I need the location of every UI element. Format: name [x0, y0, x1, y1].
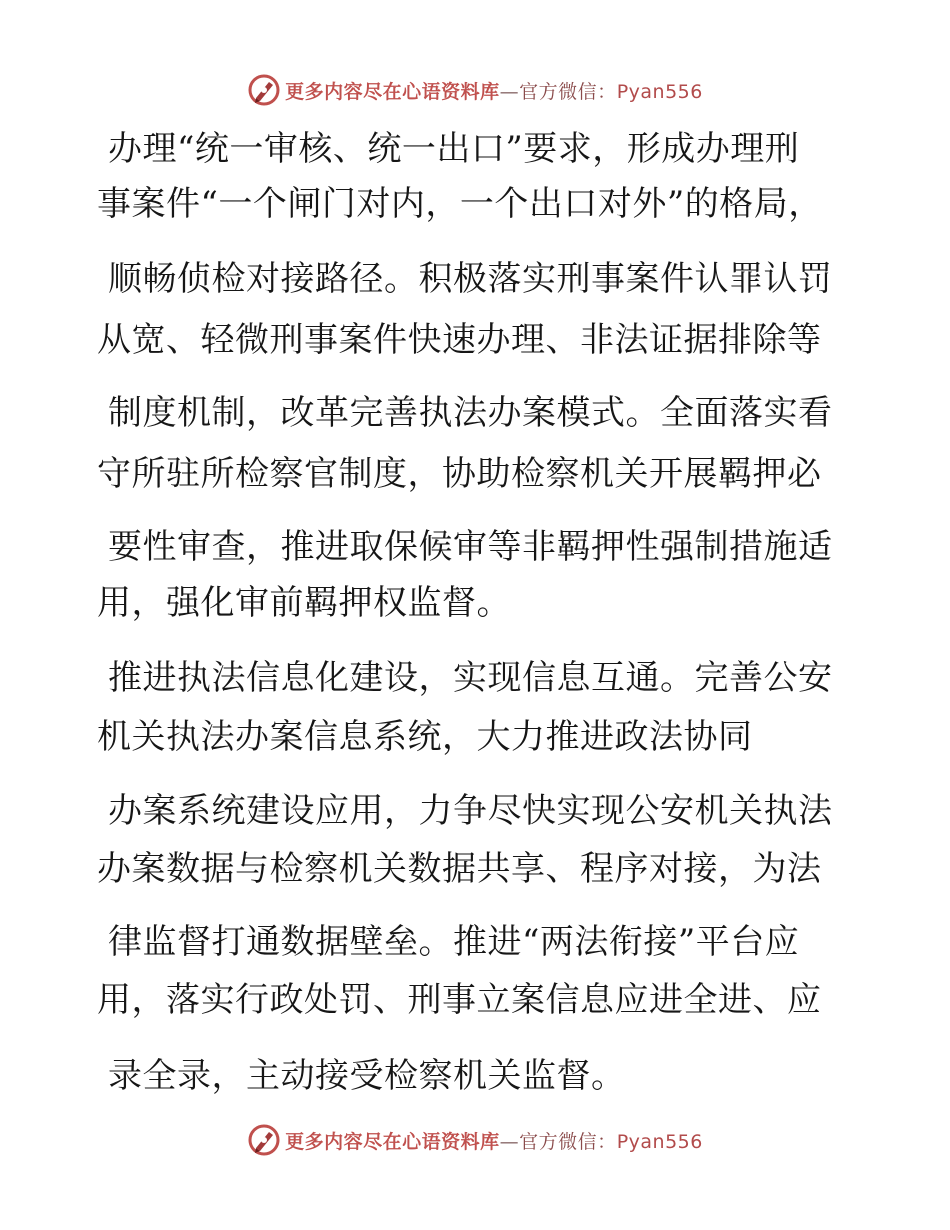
text-line: 办案数据与检察机关数据共享、程序对接，为法: [97, 849, 822, 889]
watermark-official: 官方微信：: [519, 80, 617, 103]
text-line: 录全录，主动接受检察机关监督。: [108, 1056, 626, 1096]
header-watermark: [0, 70, 950, 110]
text-line: 用，强化审前羁押权监督。: [97, 583, 511, 623]
watermark-text: [285, 1127, 703, 1154]
text-line: 办案系统建设应用，力争尽快实现公安机关执法: [108, 791, 833, 831]
watermark-dash: —: [499, 1130, 520, 1153]
text-line: 事案件“一个闸门对内，一个出口对外”的格局，: [97, 184, 823, 224]
text-line: 用，落实行政处罚、刑事立案信息应进全进、应: [97, 980, 822, 1020]
text-line: 守所驻所检察官制度，协助检察机关开展羁押必: [97, 454, 822, 494]
watermark-lead: 更多内容尽在心语资料库: [285, 80, 500, 103]
text-line: 顺畅侦检对接路径。积极落实刑事案件认罪认罚: [108, 259, 833, 299]
text-line: 机关执法办案信息系统，大力推进政法协同: [97, 717, 753, 757]
text-line: 办理“统一审核、统一出口”要求，形成办理刑: [108, 129, 800, 169]
text-line: 制度机制，改革完善执法办案模式。全面落实看: [108, 393, 833, 433]
pen-logo-icon: [247, 1123, 281, 1157]
watermark-wechat-id: Pyan556: [616, 80, 703, 103]
text-line: 律监督打通数据壁垒。推进“两法衔接”平台应: [108, 922, 800, 962]
footer-watermark: [0, 1120, 950, 1160]
watermark-wechat-id: Pyan556: [616, 1130, 703, 1153]
watermark-text: [285, 77, 703, 104]
watermark-lead: 更多内容尽在心语资料库: [285, 1130, 500, 1153]
watermark-dash: —: [499, 80, 520, 103]
pen-logo-icon: [247, 73, 281, 107]
text-line: 从宽、轻微刑事案件快速办理、非法证据排除等: [97, 320, 822, 360]
text-line: 推进执法信息化建设，实现信息互通。完善公安: [108, 658, 833, 698]
watermark-official: 官方微信：: [519, 1130, 617, 1153]
text-line: 要性审查，推进取保候审等非羁押性强制措施适: [108, 527, 833, 567]
